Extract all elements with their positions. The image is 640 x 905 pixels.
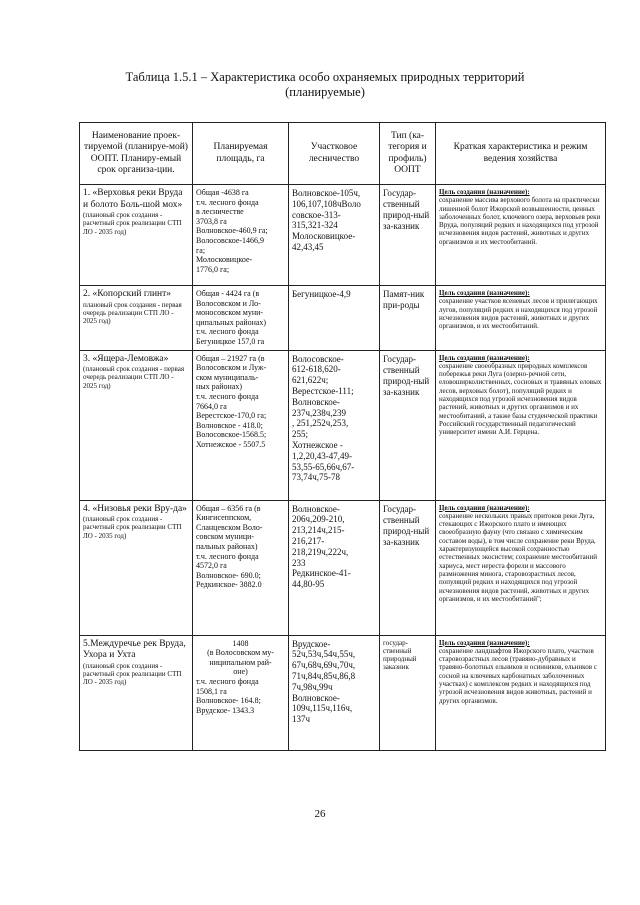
area-line: 1776,0 га;: [196, 264, 230, 274]
oopt-table: [79, 122, 606, 751]
district-line: , 251,252ч,253,: [292, 418, 349, 429]
cell-description: [436, 350, 606, 500]
area-line: Волосовское-1568.5;: [196, 430, 267, 440]
district-line: Врудское-: [292, 638, 331, 649]
description-heading: Цель создания (назначение):: [439, 638, 530, 647]
area-line: Волновское - 418.0;: [196, 420, 263, 430]
cell-name: [80, 286, 193, 351]
district-line: Молосковицкое-: [292, 231, 356, 242]
cell-name: [80, 350, 193, 500]
area-line: т.ч. лесного фонда: [196, 391, 259, 401]
page-number: 26: [314, 808, 326, 820]
area-line: 1408: [232, 638, 249, 648]
district-line: 233: [292, 557, 306, 568]
area-line: га;: [196, 245, 206, 255]
district-line: 612-618,620-: [292, 364, 341, 375]
area-line: в лесничестве: [196, 207, 244, 217]
area-line: 3703,8 га: [196, 216, 227, 226]
table-caption-line2: (планируемые): [285, 85, 365, 99]
district-line: 206ч,209-210,: [292, 514, 345, 525]
district-line: Бегуницкое-4,9: [292, 289, 351, 299]
area-line: Волосовском и Ло-: [196, 298, 261, 308]
district-line: 237ч,238ч,239: [292, 407, 347, 418]
area-line: ниципальном рай-: [209, 657, 272, 667]
area-line: Волосовское-1466,9: [196, 235, 265, 245]
oopt-term: (плановый срок создания - расчетный срок реализации СТП ЛО - 2035 год): [83, 515, 182, 540]
area-line: (в Волосовском му-: [207, 648, 274, 658]
area-line: 4572,0 га: [196, 561, 227, 571]
district-line: 621,622ч;: [292, 375, 329, 386]
district-line: 109ч,115ч,116ч,: [292, 703, 353, 714]
district-line: 42,43,45: [292, 241, 324, 252]
cell-district: [289, 286, 380, 351]
area-line: ных районах): [196, 382, 242, 392]
district-line: Волновское-105ч,: [292, 188, 361, 198]
description-text: сохранение нескольких правых притоков реки Луга, стекающих с Ижорского плато и имеющих своеобразную фауну (что связано с химическим составом воды), в том числе сохранение реки Вруда, характеризующейся высокой сохранностью естественных экосистем; сохранение местообитаний хариуса, мест нереста форели и массового размножения минога, старовозрастных лесов, популяций редких и находящихся под угрозой исчезновения видов растений, животных и других организмов, и их местообитаний";: [439, 511, 598, 603]
header-district: Участковое лесничество: [289, 123, 380, 185]
header-description: Краткая характеристика и режим ведения хозяйства: [436, 123, 606, 185]
header-row: [80, 123, 606, 185]
oopt-term: (плановый срок создания - расчетный срок реализации СТП ЛО - 2035 год): [83, 211, 182, 236]
description-text: сохранение участков ясеневых лесов и прилегающих лугов, популяций редких и находящихся под угрозой исчезновения видов растений, животных и других организмов, и их местообитаний.: [439, 297, 598, 331]
district-line: совское-313-: [292, 209, 341, 220]
area-line: 1508,1 га: [196, 686, 227, 696]
area-line: Хотнежское - 5507.5: [196, 439, 266, 449]
oopt-name: 3. «Ящера-Лемовжа»: [83, 353, 169, 364]
description-heading: Цель создания (назначение):: [439, 503, 530, 512]
district-line: 7ч,98ч,99ч: [292, 681, 333, 692]
district-line: 1,2,20,43-47,49-: [292, 450, 352, 461]
area-line: моносовском муни-: [196, 308, 264, 318]
district-line: Редкинское-41-: [292, 568, 351, 579]
district-line: 106,107,108чВоло: [292, 198, 361, 209]
district-line: 52ч,53ч,54ч,55ч,: [292, 649, 356, 660]
table-row: [80, 286, 606, 351]
area-line: Волновское- 164.8;: [196, 696, 261, 706]
description-heading: Цель создания (назначение):: [439, 289, 530, 297]
oopt-name: 1. «Верховья реки Вруда и болото Боль-шой мох»: [83, 188, 183, 210]
area-line: оне): [233, 667, 248, 677]
cell-category: государ-ственный природный заказник: [380, 635, 436, 750]
area-line: т.ч. лесного фонда: [196, 551, 259, 561]
cell-category: Памят-ник при-роды: [380, 286, 436, 351]
district-line: 67ч,68ч,69ч,70ч,: [292, 660, 356, 671]
header-category: Тип (ка-тегория и профиль) ООПТ: [380, 123, 436, 185]
oopt-term: (плановый срок создания - первая очередь реализации СТП ЛО - 2025 год): [83, 365, 185, 390]
table-caption-line1: Таблица 1.5.1 – Характеристика особо охраняемых природных территорий: [125, 70, 525, 84]
description-heading: Цель создания (назначение):: [439, 188, 530, 196]
cell-description: [436, 286, 606, 351]
area-line: Редкинское- 3882.0: [196, 580, 262, 590]
area-line: Волновское- 690.0;: [196, 570, 261, 580]
cell-area: [193, 350, 289, 500]
district-line: 44,80-95: [292, 579, 325, 590]
cell-name: [80, 185, 193, 286]
area-line: пальных районах): [196, 541, 258, 551]
area-line: Верестское-170,0 га;: [196, 411, 267, 421]
cell-category: Государ-ственный природ-ный за-казник: [380, 500, 436, 635]
area-line: ципальных районах): [196, 317, 267, 327]
cell-area: [193, 185, 289, 286]
description-text: сохранение массива верхового болота на практически лишенной болот Ижорской возвышенности, ценных заболоченных болот, ключевого озера, верховьев реки Вруда, популяций редких и находящихся под угрозой исчезновения видов растений, животных и других организмов и их местообитаний.: [439, 196, 601, 246]
area-line: Врудское- 1343.3: [196, 705, 255, 715]
cell-area: [193, 500, 289, 635]
description-text: сохранение ландшафтов Ижорского плато, участков старовозрастных лесов (травяно-дубравных и травяно-болотных ельников и осинников, ельников с сосной на ключевых карбонатных заболоченных участках) с комплексом редких и находящихся под угрозой исчезновения видов животных, растений и других организмов.: [439, 646, 597, 705]
district-line: 53,55-65,66ч,67-: [292, 461, 355, 472]
cell-name: [80, 500, 193, 635]
area-line: т.ч. лесного фонда: [196, 327, 259, 337]
area-line: Бегуницкое 157,0 га: [196, 336, 265, 346]
description-text: сохранение своеобразных природных комплексов побережья реки Луга (озерно-речной сети, еловоширколиственных, сосновых и травяных еловых лесов, верховых болот), популяций редких и находящихся под угрозой исчезновения видов растений, животных и других организмов и их местообитаний, а также базы студенческой практики Российский государственный педагогический университет имени А.И. Герцена.: [439, 361, 602, 437]
district-line: 213,214ч,215-: [292, 525, 345, 536]
area-line: Сланцевском Воло-: [196, 522, 263, 532]
area-line: Общая - 4424 га (в: [196, 289, 260, 298]
district-line: Волновское-: [292, 692, 340, 703]
area-line: т.ч. лесного фонда: [196, 197, 259, 207]
area-line: Общая – 6356 га (в: [196, 503, 261, 513]
district-line: 137ч: [292, 714, 311, 725]
oopt-term: (плановый срок создания - расчетный срок реализации СТП ЛО - 2035 год): [83, 661, 182, 687]
cell-name: [80, 635, 193, 750]
area-line: Волосовском и Луж-: [196, 363, 267, 373]
area-line: Общая -4638 га: [196, 188, 249, 197]
area-line: 7664,0 га: [196, 401, 227, 411]
area-line: Общая – 21927 га (в: [196, 353, 265, 363]
table-row: [80, 350, 606, 500]
header-name: Наименование проек-тируемой (планируе-мой) ООПТ. Планиру-емый срок организа-ции.: [80, 123, 193, 185]
cell-description: [436, 185, 606, 286]
cell-description: [436, 635, 606, 750]
district-line: 73,74ч,75-78: [292, 472, 341, 483]
cell-district: [289, 500, 380, 635]
cell-area: [193, 286, 289, 351]
area-line: ском муниципаль-: [196, 372, 259, 382]
table-caption: [60, 70, 590, 100]
oopt-term: плановый срок создания - первая очередь реализации СТП ЛО - 2025 год): [83, 300, 182, 326]
area-line: Волновское-460,9 га;: [196, 226, 268, 236]
area-line: Кингисеппском,: [196, 513, 252, 523]
table-row: [80, 635, 606, 750]
oopt-name: 2. «Копорский глинт»: [83, 289, 172, 299]
district-line: Хотнежское -: [292, 439, 343, 450]
oopt-name: 4. «Низовья реки Вру-да»: [83, 503, 187, 514]
table-row: [80, 185, 606, 286]
district-line: 315,321-324: [292, 220, 338, 231]
area-line: т.ч. лесного фонда: [196, 676, 259, 686]
area-line: совском муници-: [196, 532, 255, 542]
cell-district: [289, 635, 380, 750]
oopt-name: 5.Междуречье рек Вруда, Ухора и Ухта: [83, 638, 186, 661]
header-area: Планируемая площадь, га: [193, 123, 289, 185]
table-row: [80, 500, 606, 635]
cell-district: [289, 350, 380, 500]
cell-description: [436, 500, 606, 635]
district-line: 255;: [292, 429, 309, 440]
district-line: Волновское-: [292, 396, 340, 407]
area-line: Молосковицкое-: [196, 255, 253, 265]
district-line: Волосовское-: [292, 353, 344, 364]
district-line: 218,219ч,222ч,: [292, 546, 349, 557]
district-line: Волновское-: [292, 503, 340, 514]
cell-district: [289, 185, 380, 286]
district-line: Верестское-111;: [292, 385, 354, 396]
district-line: 71ч,84ч,85ч,86,8: [292, 670, 356, 681]
district-line: 216,217-: [292, 535, 325, 546]
description-heading: Цель создания (назначение):: [439, 353, 530, 362]
cell-category: Государ-ственный природ-ный за-казник: [380, 350, 436, 500]
cell-area: [193, 635, 289, 750]
cell-category: Государ-ственный природ-ный за-казник: [380, 185, 436, 286]
